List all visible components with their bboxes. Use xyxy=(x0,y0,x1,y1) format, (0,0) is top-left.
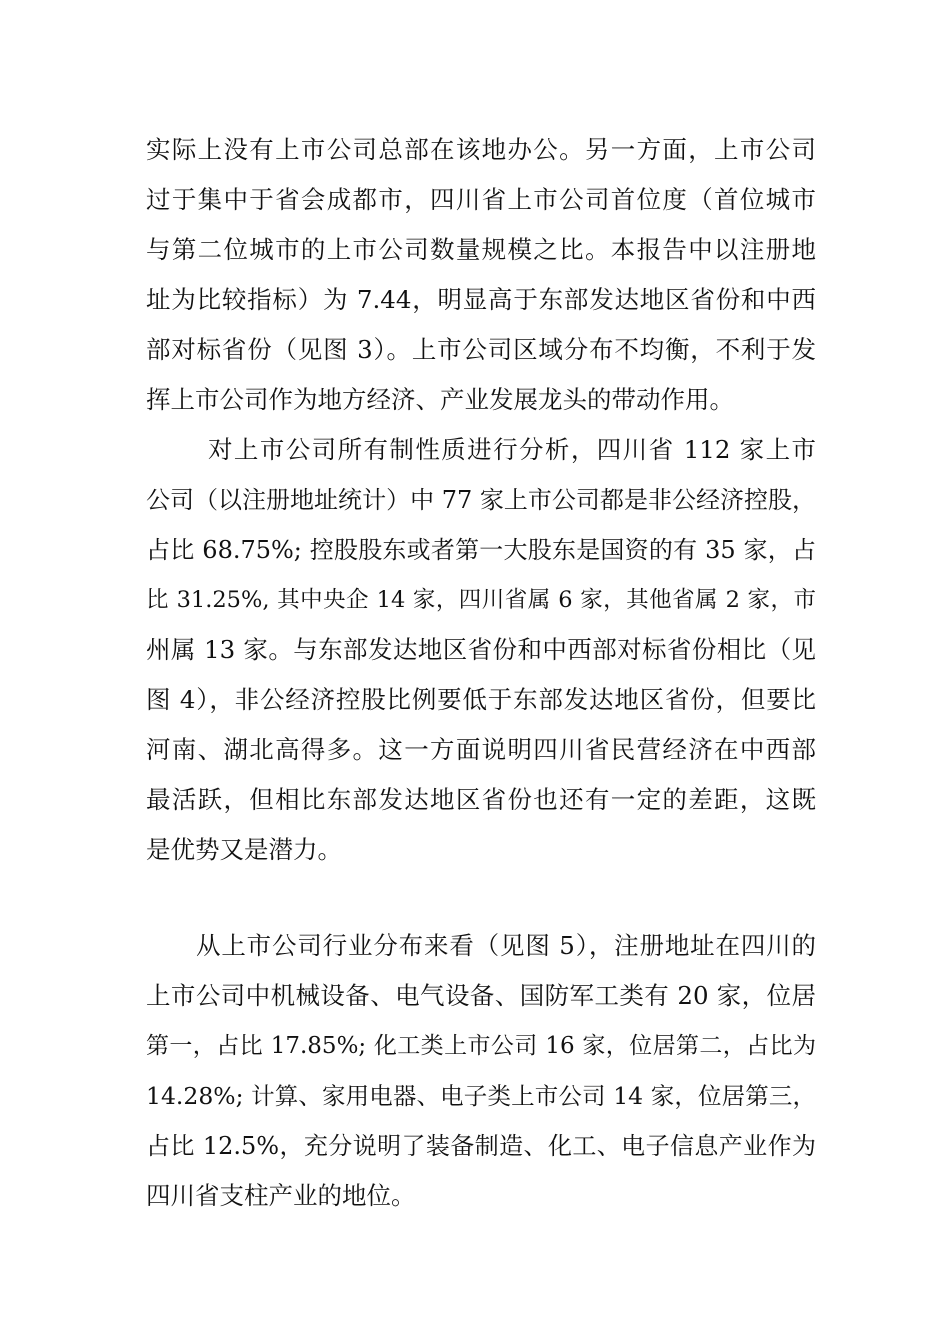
text-line: 图 4），非公经济控股比例要低于东部发达地区省份，但要比 xyxy=(146,685,816,714)
text-line: 14.28%; 计算、家用电器、电子类上市公司 14 家，位居第三， xyxy=(146,1082,816,1110)
text-line: 四川省支柱产业的地位。 xyxy=(146,1181,416,1210)
text-line: 从上市公司行业分布来看（见图 5），注册地址在四川的 xyxy=(196,931,816,960)
text-line: 挥上市公司作为地方经济、产业发展龙头的带动作用。 xyxy=(146,385,734,414)
text-line: 最活跃，但相比东部发达地区省份也还有一定的差距，这既 xyxy=(146,785,816,814)
text-line: 上市公司中机械设备、电气设备、国防军工类有 20 家，位居 xyxy=(146,981,816,1010)
text-line: 部对标省份（见图 3）。上市公司区域分布不均衡，不利于发 xyxy=(146,335,816,364)
text-line: 河南、湖北高得多。这一方面说明四川省民营经济在中西部 xyxy=(146,735,816,764)
text-line: 址为比较指标）为 7.44，明显高于东部发达地区省份和中西 xyxy=(146,285,816,314)
text-line: 占比 68.75%; 控股股东或者第一大股东是国资的有 35 家，占 xyxy=(146,536,816,564)
text-line: 州属 13 家。与东部发达地区省份和中西部对标省份相比（见 xyxy=(146,635,816,664)
text-line: 实际上没有上市公司总部在该地办公。另一方面，上市公司 xyxy=(146,135,816,164)
text-line: 公司（以注册地址统计）中 77 家上市公司都是非公经济控股， xyxy=(146,486,816,514)
text-line: 对上市公司所有制性质进行分析，四川省 112 家上市 xyxy=(208,435,816,464)
text-line: 与第二位城市的上市公司数量规模之比。本报告中以注册地 xyxy=(146,235,816,264)
text-line: 占比 12.5%，充分说明了装备制造、化工、电子信息产业作为 xyxy=(146,1132,816,1160)
text-line: 是优势又是潜力。 xyxy=(146,835,342,864)
text-line: 比 31.25%, 其中央企 14 家，四川省属 6 家，其他省属 2 家，市 xyxy=(146,587,816,613)
text-line: 第一，占比 17.85%; 化工类上市公司 16 家，位居第二，占比为 xyxy=(146,1033,816,1059)
text-line: 过于集中于省会成都市，四川省上市公司首位度（首位城市 xyxy=(146,185,816,214)
